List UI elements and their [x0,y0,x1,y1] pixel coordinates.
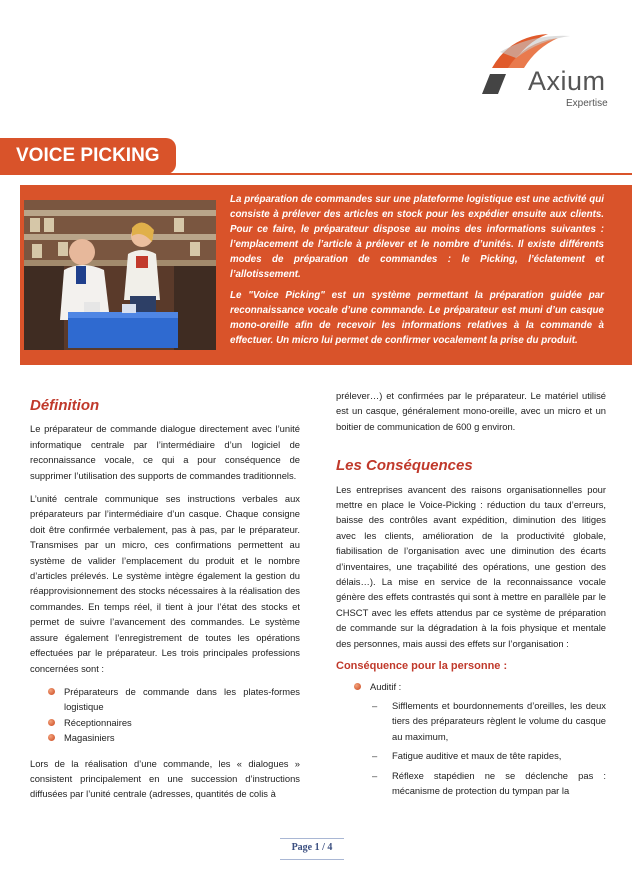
title-divider [0,173,632,175]
sub-heading-personne: Conséquence pour la personne : [336,660,508,673]
page-number: Page 1 / 4 [280,838,344,860]
dash-icon: – [372,769,378,781]
left-column [30,398,300,810]
consequence-list [336,679,606,694]
warehouse-photo [24,200,216,350]
logo-tagline: Expertise [566,98,608,109]
definition-paragraph-1: Le préparateur de commande dialogue directement avec l’unité informatique centrale par l’intermédiaire d’un logiciel de reconnaissance vocale, ce qui a pour conséquence de supprimer l’utilisation des supports de commandes traditionnels. [30,423,300,481]
bullet-icon [48,688,55,695]
intro-paragraph-1: La préparation de commandes sur une plateforme logistique est une activité qui consiste à prélever des articles en stock pour les expédier ensuite aux clients. Pour ce faire, le préparateur dispose au moins des informations suivantes : l’emplacement de l’article à prélever et le nombre d’unités. Il existe différents modes de préparation de commandes : le Picking, l’éclatement et l’allotissement. [230,194,604,280]
bullet-icon [48,734,55,741]
list-item: – Réflexe stapédien ne se déclenche pas : mécanisme de protection du tympan par la [372,769,606,796]
bullet-icon [48,719,55,726]
right-column [336,388,606,802]
section-heading-consequences: Les Conséquences [336,457,473,475]
page-title-tab [0,138,176,174]
section-heading-definition: Définition [30,397,100,414]
list-item: Auditif : [354,679,606,694]
auditif-list [336,698,606,798]
definition-continuation: prélever…) et confirmées par le préparateur. Le matériel utilisé est un casque, généralement mono-oreille, avec un micro et un boitier de communication de 600 g environ. [336,390,606,432]
axium-logo [470,28,620,128]
list-item: – Fatigue auditive et maux de tête rapides, [372,748,606,763]
list-item: – Sifflements et bourdonnements d’oreilles, les deux tiers des préparateurs règlent le volume du casque au maximum, [372,699,606,742]
list-item: Magasiniers [48,730,300,745]
dash-icon: – [372,750,378,762]
intro-text [230,192,604,354]
consequences-paragraph-1: Les entreprises avancent des raisons organisationnelles pour mettre en place le Voice-Picking : réduction du taux d’erreurs, baisse des contrôles avant expédition, diminution des litiges avec les clients, amélioration de la productivité globale, fiabilisation de l’organisation avec une diminution des écarts d’inventaires, une traçabilité des opérations, une gestion des délais…). La mise en service de la reconnaissance vocale génère des effets contrastés qui sont à mettre en parallèle par le CHSCT avec les effets attendus par ce système de préparation de commande sur la dégradation à la fois physique et mentale des personnes, mais aussi des effets sur l’organisation : [336,483,606,649]
intro-paragraph-2: Le "Voice Picking" est un système permettant la préparation guidée par reconnaissance vocale d’une commande. Le préparateur est muni d’un casque mono-oreille afin de recevoir les informations relatives à la commande à effectuer. Un micro lui permet de confirmer vocalement la prise du produit. [230,290,604,346]
list-item: Préparateurs de commande dans les plates-formes logistique [48,684,300,715]
logo-name: Axium [528,66,606,96]
dash-icon: – [372,699,378,711]
definition-paragraph-3: Lors de la réalisation d’une commande, les « dialogues » consistent principalement en une succession d’instructions diffusées par l’unité centrale (adresses, quantités de colis à [30,757,300,800]
page-title: VOICE PICKING [16,145,160,166]
definition-paragraph-2: L’unité centrale communique ses instructions verbales aux préparateurs par l’intermédiaire d’un casque. Chaque consigne doit être confirmée verbalement, pas à pas, par le préparateur. Transmises par un micro, ces confirmations permettent au système de valider l’emplacement du produit et le nombre d’articles prélevés. Le système intègre également la gestion du réapprovisionnement des stocks nécessaires à la réalisation des commandes. En temps réel, il tient à jour l’état des stocks et permet de suivre l’avancement des commandes. Le système assure également l’enregistrement de toutes les opérations effectuées par le préparateur. Les trois principales professions concernées sont : [30,493,300,674]
professions-list [30,684,300,746]
bullet-icon [354,683,361,690]
list-item: Réceptionnaires [48,715,300,730]
